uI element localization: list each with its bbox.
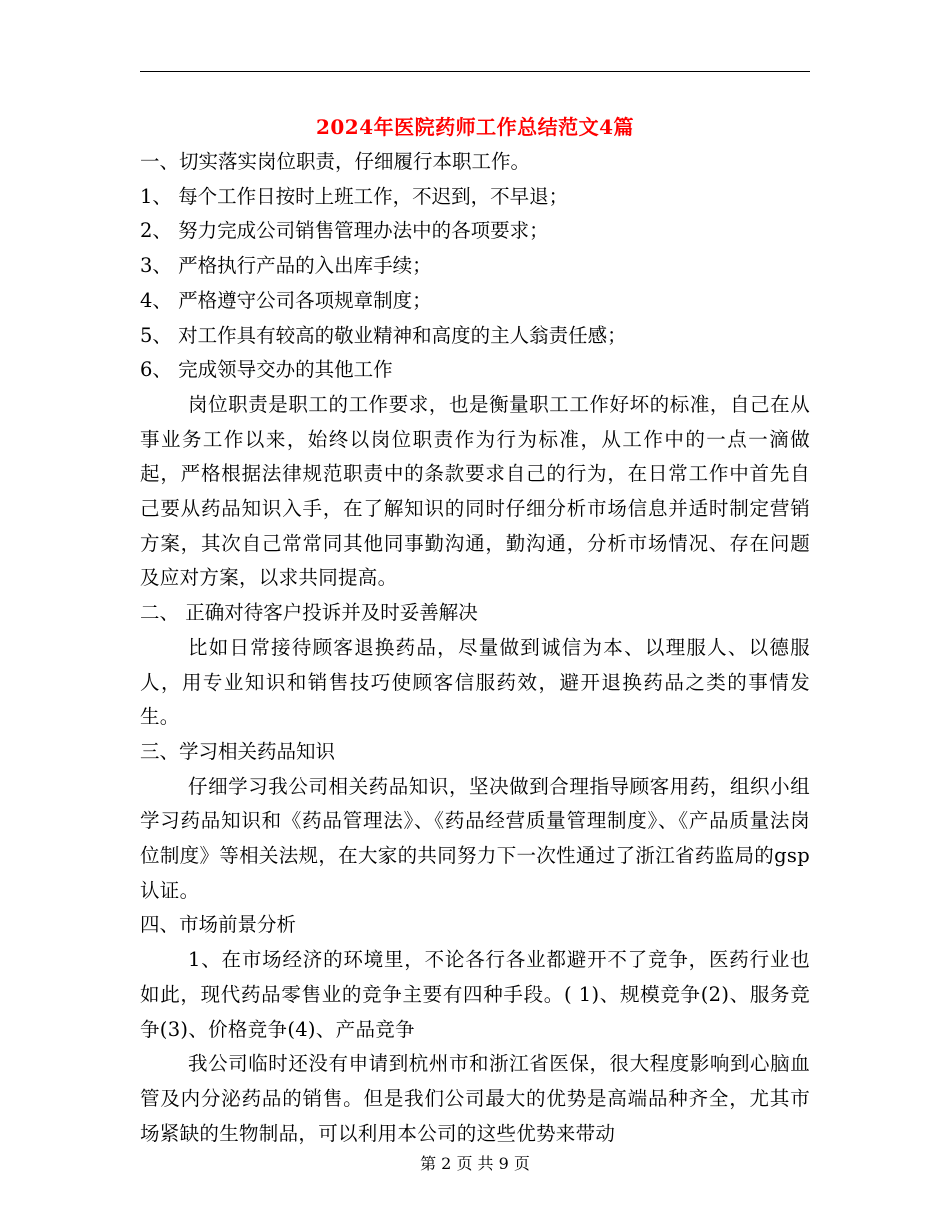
section-heading: 一、切实落实岗位职责，仔细履行本职工作。: [140, 150, 531, 173]
list-item: 5、 对工作具有较高的敬业精神和高度的主人翁责任感；: [140, 323, 627, 347]
body-paragraph: 1、在市场经济的环境里，不论各行各业都避开不了竞争，医药行业也如此，现代药品零售业的竞争主要有四种手段。( 1)、规模竞争(2)、服务竞争(3)、价格竞争(4)、产品竞争: [140, 948, 810, 1041]
header-rule: [140, 71, 810, 72]
page-number-footer: 第 2 页 共 9 页: [420, 1154, 530, 1173]
document-title: 2024年医院药师工作总结范文4篇: [315, 115, 635, 139]
document-body: [140, 145, 810, 1151]
list-item: 4、 严格遵守公司各项规章制度；: [140, 288, 432, 312]
section-heading: 四、市场前景分析: [140, 913, 297, 937]
section-heading: 二、 正确对待客户投诉并及时妥善解决: [140, 601, 478, 625]
body-paragraph: 比如日常接待顾客退换药品，尽量做到诚信为本、以理服人、以德服人，用专业知识和销售技巧使顾客信服药效，避开退换药品之类的事情发生。: [140, 635, 810, 729]
list-item: 2、 努力完成公司销售管理办法中的各项要求；: [140, 219, 549, 243]
body-paragraph: 仔细学习我公司相关药品知识，坚决做到合理指导顾客用药，组织小组学习药品知识和《药品管理法》、《药品经营质量管理制度》、《产品质量法岗位制度》等相关法规，在大家的共同努力下一次性通过了浙江省药监局的gsp认证。: [140, 774, 810, 902]
body-paragraph: 我公司临时还没有申请到杭州市和浙江省医保，很大程度影响到心脑血管及内分泌药品的销售。但是我们公司最大的优势是高端品种齐全，尤其市场紧缺的生物制品，可以利用本公司的这些优势来带动: [140, 1052, 810, 1145]
list-item: 3、 严格执行产品的入出库手续；: [140, 254, 432, 278]
list-item: 1、 每个工作日按时上班工作，不迟到，不早退；: [140, 184, 569, 208]
section-heading: 三、学习相关药品知识: [140, 739, 336, 763]
body-paragraph: 岗位职责是职工的工作要求，也是衡量职工工作好坏的标准，自己在从事业务工作以来，始终以岗位职责作为行为标准，从工作中的一点一滴做起，严格根据法律规范职责中的条款要求自己的行为，在日常工作中首先自己要从药品知识入手，在了解知识的同时仔细分析市场信息并适时制定营销方案，其次自己常常同其他同事勤沟通，勤沟通，分析市场情况、存在问题及应对方案，以求共同提高。: [140, 392, 810, 590]
list-item: 6、 完成领导交办的其他工作: [140, 358, 393, 382]
